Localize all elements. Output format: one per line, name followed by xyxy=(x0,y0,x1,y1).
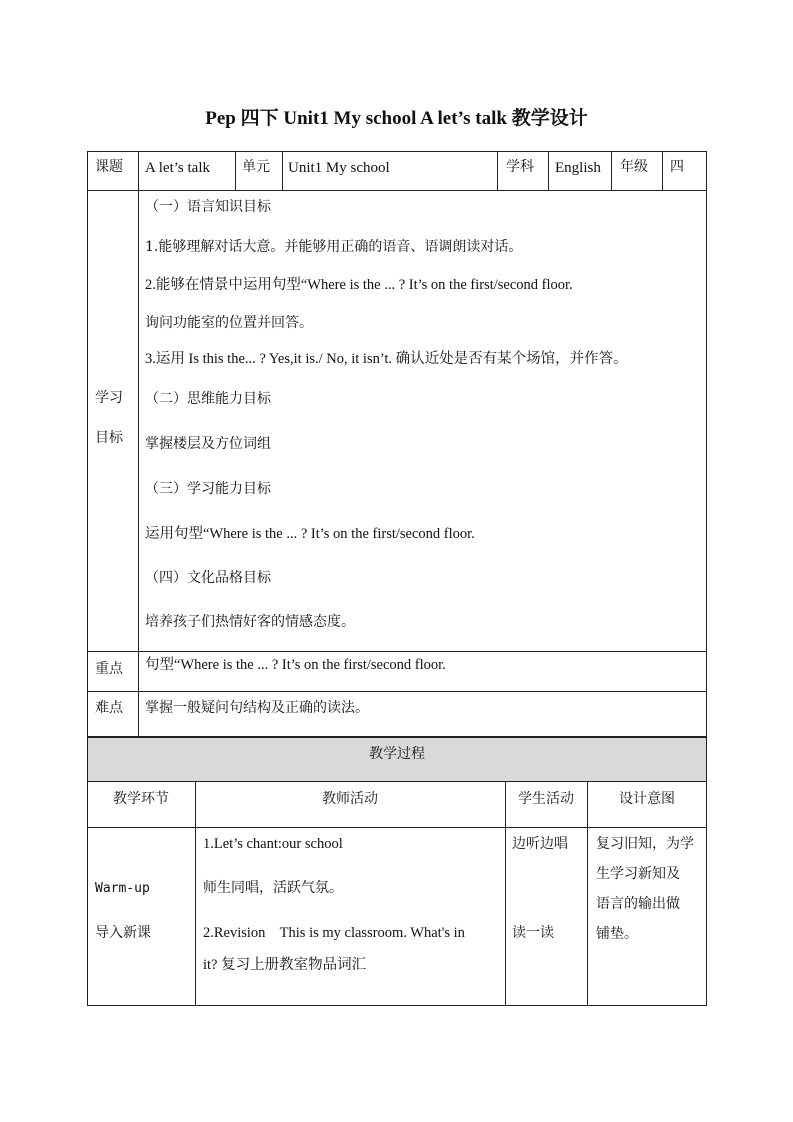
unit-value: Unit1 My school xyxy=(288,160,390,176)
objective-line: （四）文化品格目标 xyxy=(145,570,271,586)
column-intent: 设计意图 xyxy=(619,791,675,807)
objective-line: 询问功能室的位置并回答。 xyxy=(145,315,313,331)
student-line: 边听边唱 xyxy=(512,836,568,852)
objective-line: 1.能够理解对话大意。并能够用正确的语音、语调朗读对话。 xyxy=(145,239,523,255)
objectives-label-line1: 学习 xyxy=(95,390,123,406)
design-intent xyxy=(596,829,706,1004)
key-point-label: 重点 xyxy=(95,661,123,677)
teacher-line: 2.Revision This is my classroom. What's in xyxy=(203,925,465,941)
column-student: 学生活动 xyxy=(518,791,574,807)
student-line: 读一读 xyxy=(512,925,554,941)
objective-line: （三）学习能力目标 xyxy=(145,481,271,497)
intent-line: 铺垫。 xyxy=(596,926,638,942)
intent-line: 语言的输出做 xyxy=(596,896,680,912)
stage-name: Warm-up xyxy=(95,881,150,896)
topic-value: A let’s talk xyxy=(145,160,210,176)
objective-line: 3.运用 Is this the... ? Yes,it is./ No, it isn’t. 确认近处是否有某个场馆，并作答。 xyxy=(145,351,628,367)
topic-label: 课题 xyxy=(95,159,123,175)
objective-line: 掌握楼层及方位词组 xyxy=(145,436,271,452)
teacher-line: 1.Let’s chant:our school xyxy=(203,836,343,852)
objective-line: （一）语言知识目标 xyxy=(145,199,271,215)
objectives-label-line2: 目标 xyxy=(95,430,123,446)
document-title: Pep 四下 Unit1 My school A let’s talk 教学设计 xyxy=(205,108,588,129)
objective-line: （二）思维能力目标 xyxy=(145,391,271,407)
intent-line: 复习旧知，为学 xyxy=(596,836,694,852)
difficulty-label: 难点 xyxy=(95,700,123,716)
intent-line: 生学习新知及 xyxy=(596,866,680,882)
teacher-line: 师生同唱，活跃气氛。 xyxy=(203,880,343,896)
student-activity xyxy=(512,829,586,1004)
objective-line: 2.能够在情景中运用句型“Where is the ... ? It’s on the first/second floor. xyxy=(145,277,573,293)
subject-value: English xyxy=(555,160,601,176)
column-teacher: 教师活动 xyxy=(322,791,378,807)
grade-value: 四 xyxy=(670,159,684,175)
column-stage: 教学环节 xyxy=(113,791,169,807)
teacher-activity xyxy=(203,829,503,1004)
objectives-content xyxy=(145,192,705,650)
grade-label: 年级 xyxy=(620,159,648,175)
objective-line: 运用句型“Where is the ... ? It’s on the first/second floor. xyxy=(145,526,475,542)
stage-name-cn: 导入新课 xyxy=(95,925,151,941)
objective-line: 培养孩子们热情好客的情感态度。 xyxy=(145,614,355,630)
teacher-line: it? 复习上册教室物品词汇 xyxy=(203,957,367,973)
key-point-value: 句型“Where is the ... ? It’s on the first/second floor. xyxy=(145,657,446,673)
subject-label: 学科 xyxy=(506,159,534,175)
difficulty-value: 掌握一般疑问句结构及正确的读法。 xyxy=(145,700,369,716)
process-header: 教学过程 xyxy=(369,746,425,762)
unit-label: 单元 xyxy=(242,159,270,175)
